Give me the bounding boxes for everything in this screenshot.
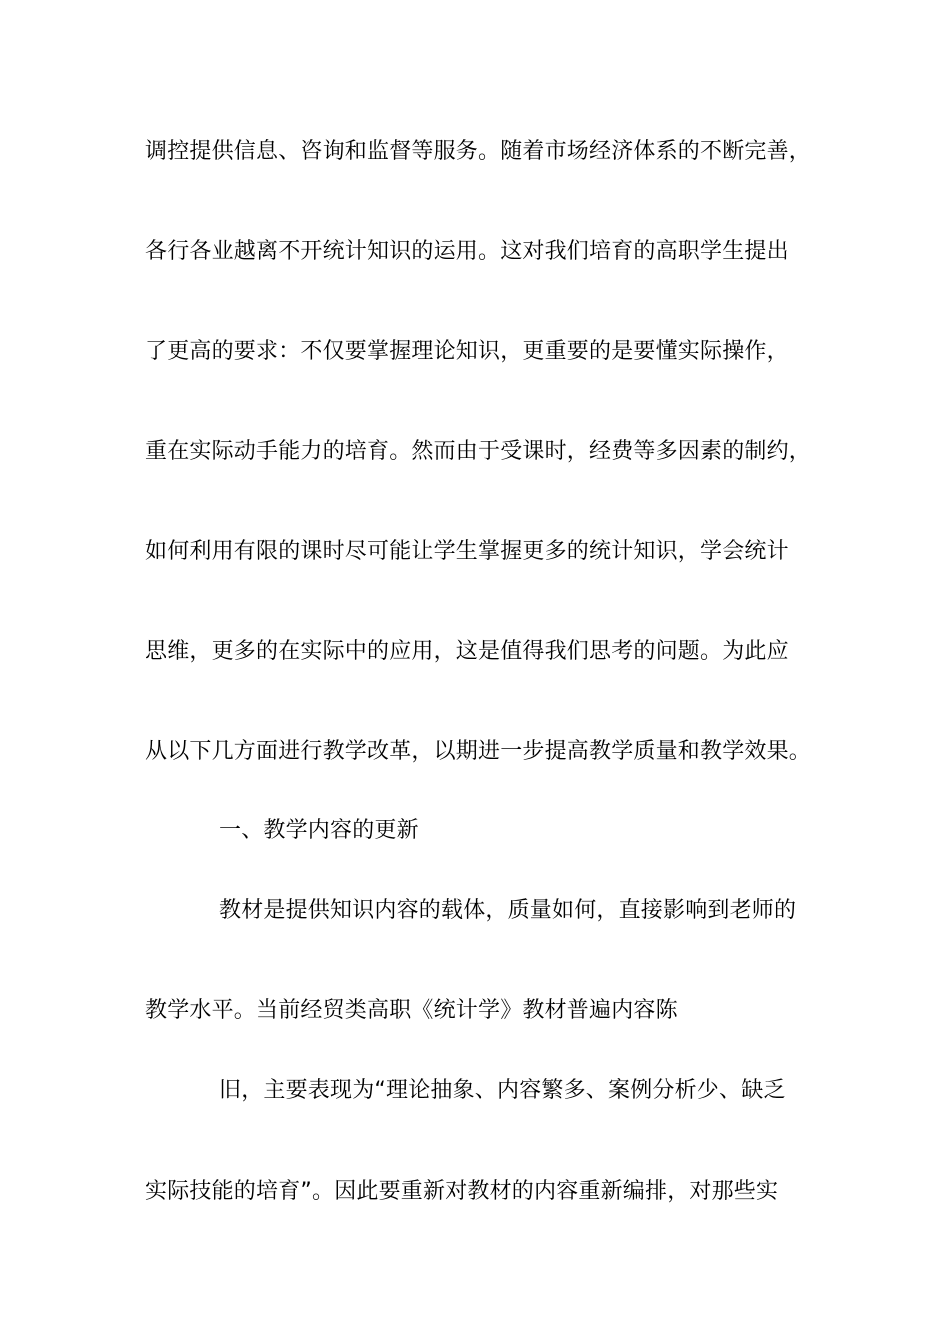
- body-text-line: 思维，更多的在实际中的应用，这是值得我们思考的问题。为此应: [145, 639, 789, 664]
- body-text-line: 从以下几方面进行教学改革，以期进一步提高教学质量和教学效果。: [145, 739, 812, 764]
- body-text-line: 如何利用有限的课时尽可能让学生掌握更多的统计知识，学会统计: [145, 539, 789, 564]
- body-text-line: 教材是提供知识内容的载体，质量如何，直接影响到老师的: [219, 898, 797, 923]
- section-heading: 一、教学内容的更新: [219, 818, 419, 843]
- body-text-line: 实际技能的培育”。因此要重新对教材的内容重新编排，对那些实: [145, 1179, 779, 1204]
- body-text-line: 重在实际动手能力的培育。然而由于受课时，经费等多因素的制约，: [145, 439, 812, 464]
- body-text-line: 教学水平。当前经贸类高职《统计学》教材普遍内容陈: [145, 998, 678, 1023]
- body-text-line: 了更高的要求：不仅要掌握理论知识，更重要的是要懂实际操作，: [145, 339, 789, 364]
- body-text-line: 旧，主要表现为“理论抽象、内容繁多、案例分析少、缺乏: [219, 1078, 786, 1103]
- body-text-line: 各行各业越离不开统计知识的运用。这对我们培育的高职学生提出: [145, 239, 789, 264]
- body-text-line: 调控提供信息、咨询和监督等服务。随着市场经济体系的不断完善，: [145, 139, 812, 164]
